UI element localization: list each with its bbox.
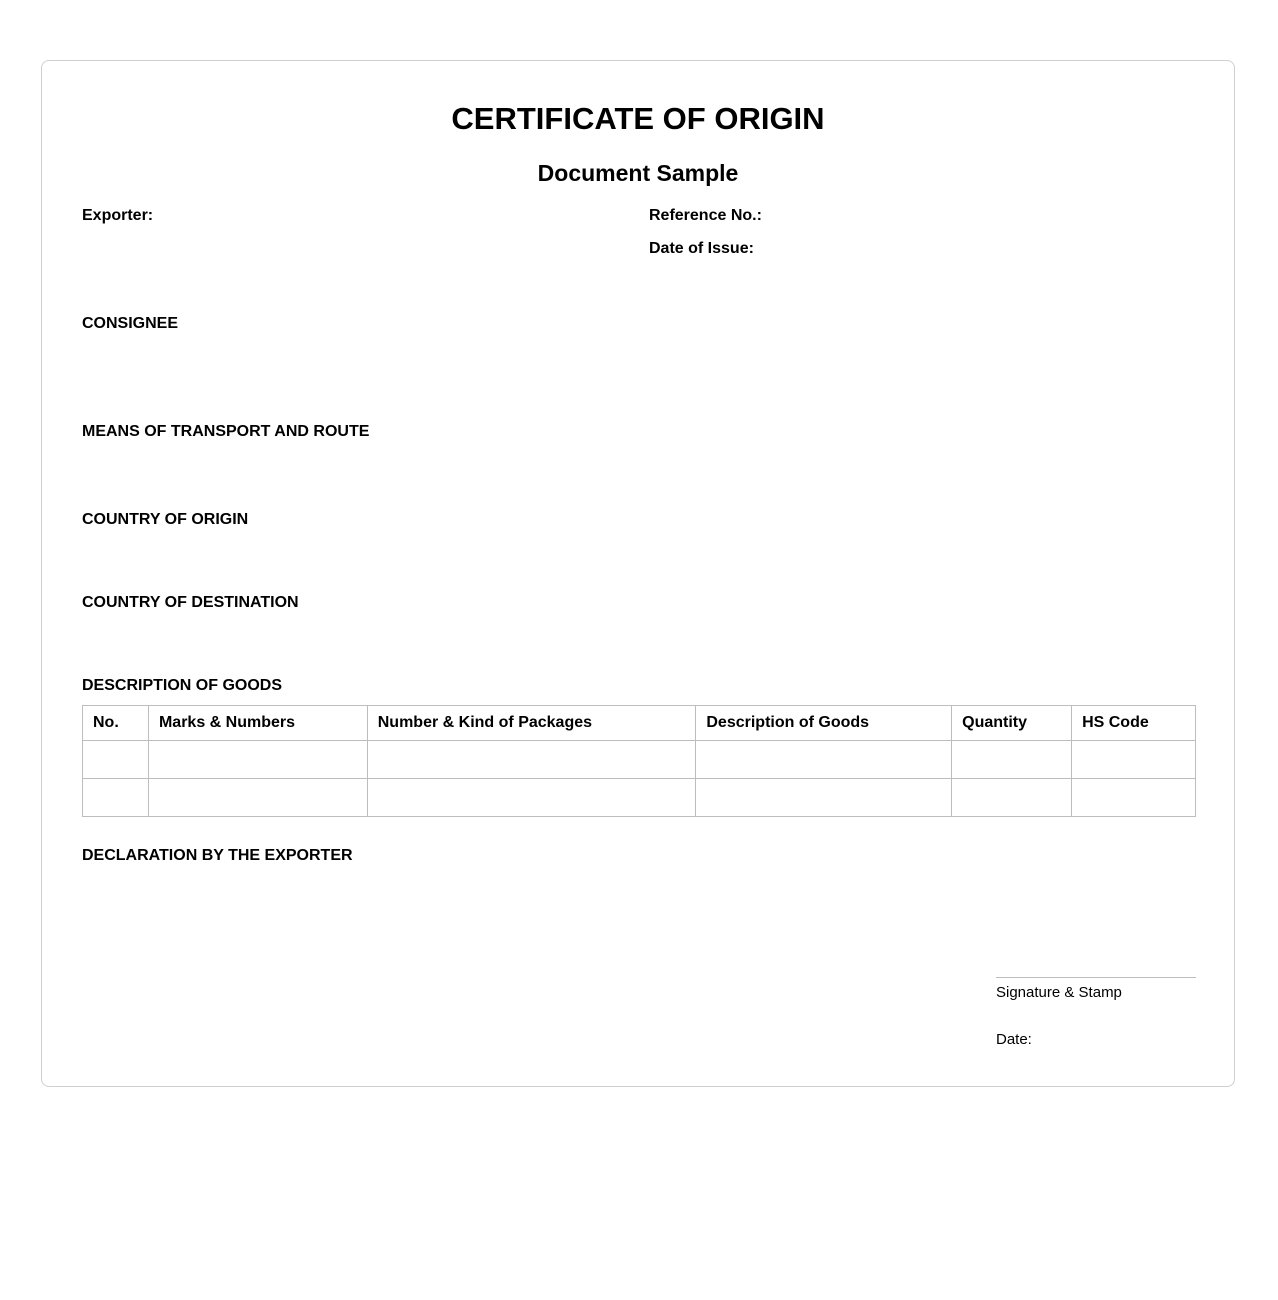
certificate-card [41,60,1235,1087]
col-packages: Number & Kind of Packages [367,706,696,741]
table-cell [367,779,696,817]
transport-heading: MEANS OF TRANSPORT AND ROUTE [82,423,370,440]
table-cell [952,779,1072,817]
table-cell [1072,779,1196,817]
table-cell [696,779,952,817]
consignee-heading: CONSIGNEE [82,315,179,332]
table-cell [952,741,1072,779]
goods-table [82,705,1196,817]
col-quantity: Quantity [952,706,1072,741]
signature-date-label: Date: [996,1031,1032,1048]
table-row [83,741,1196,779]
table-header-row [83,706,1196,741]
table-cell [83,741,149,779]
col-description: Description of Goods [696,706,952,741]
table-cell [83,779,149,817]
description-of-goods-heading: DESCRIPTION OF GOODS [82,677,283,694]
exporter-label: Exporter: [82,207,154,224]
signature-line [996,977,1196,978]
table-cell [696,741,952,779]
table-cell [148,741,367,779]
table-cell [1072,741,1196,779]
table-row [83,779,1196,817]
col-marks-numbers: Marks & Numbers [148,706,367,741]
col-no: No. [83,706,149,741]
reference-no-label: Reference No.: [649,207,762,224]
col-hs-code: HS Code [1072,706,1196,741]
table-cell [367,741,696,779]
document-title: CERTIFICATE OF ORIGIN [451,101,825,136]
date-of-issue-label: Date of Issue: [649,240,754,257]
document-subtitle: Document Sample [537,160,739,186]
declaration-heading: DECLARATION BY THE EXPORTER [82,847,353,864]
country-of-destination-heading: COUNTRY OF DESTINATION [82,594,299,611]
signature-stamp-label: Signature & Stamp [996,984,1122,1001]
country-of-origin-heading: COUNTRY OF ORIGIN [82,511,249,528]
table-cell [148,779,367,817]
